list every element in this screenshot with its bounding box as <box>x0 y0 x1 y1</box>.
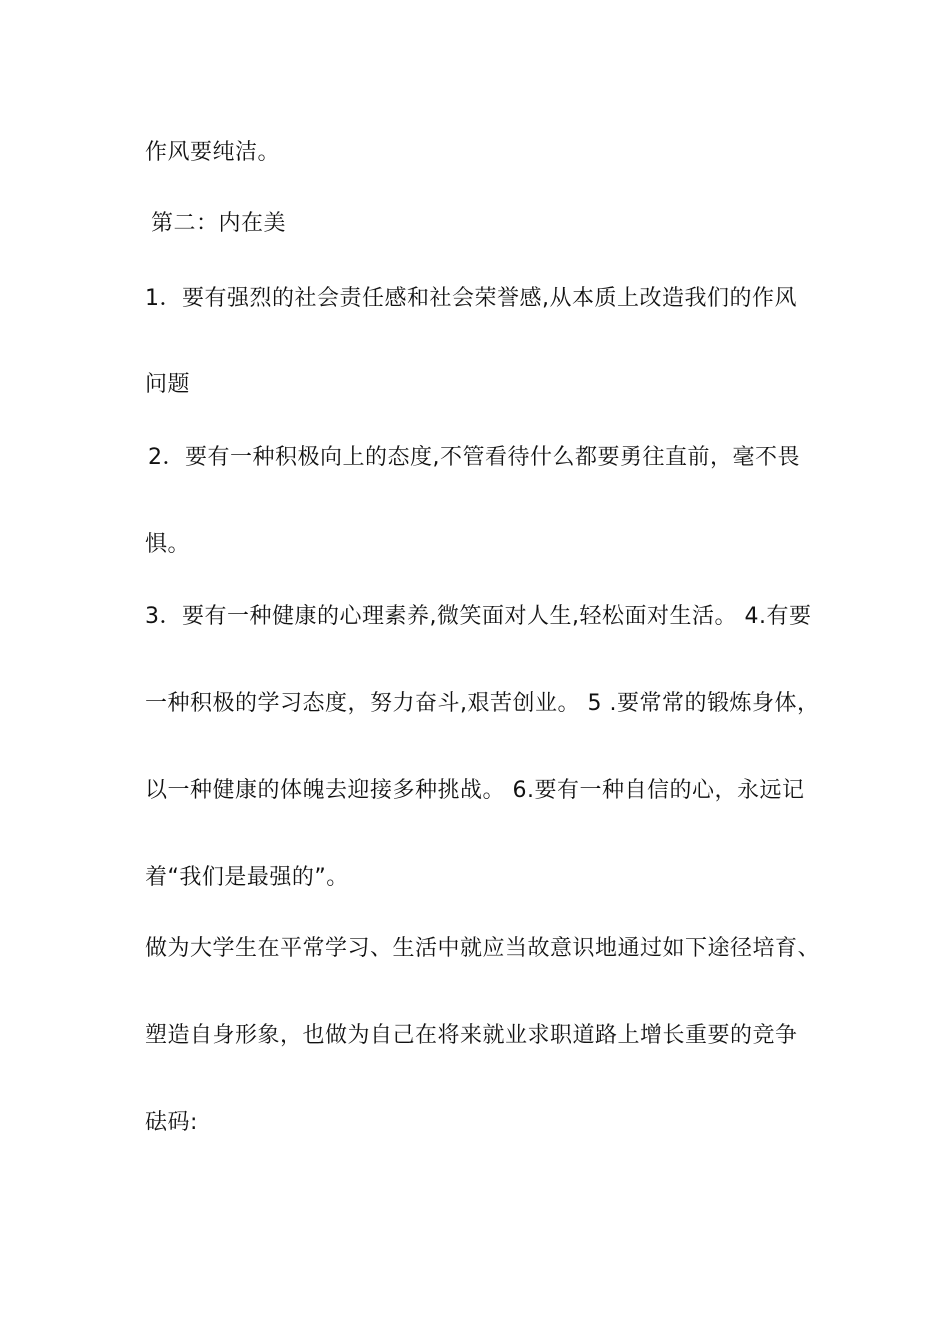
text-line: 一种积极的学习态度，努力奋斗,艰苦创业。 5 .要常常的锻炼身体， <box>145 691 820 716</box>
paragraph-line: 塑造自身形象，也做为自己在将来就业求职道路上增长重要的竞争 <box>145 1023 798 1048</box>
list-item-1: 1．要有强烈的社会责任感和社会荣誉感,从本质上改造我们的作风 <box>145 286 797 311</box>
list-item-2: 2．要有一种积极向上的态度,不管看待什么都要勇往直前，毫不畏 <box>148 445 800 470</box>
text-line: 惧。 <box>145 532 191 557</box>
list-item-3: 3．要有一种健康的心理素养,微笑面对人生,轻松面对生活。 4.有要 <box>145 604 812 629</box>
text-line: 以一种健康的体魄去迎接多种挑战。 6.要有一种自信的心，永远记 <box>145 778 805 803</box>
text-line: 着“我们是最强的”。 <box>145 865 349 890</box>
text-line: 问题 <box>145 372 191 397</box>
section-heading: 第二：内在美 <box>151 211 287 236</box>
paragraph-line: 做为大学生在平常学习、生活中就应当故意识地通过如下途径培育、 <box>145 936 821 961</box>
paragraph-line: 砝码: <box>145 1110 198 1135</box>
text-line: 作风要纯洁。 <box>145 140 281 165</box>
